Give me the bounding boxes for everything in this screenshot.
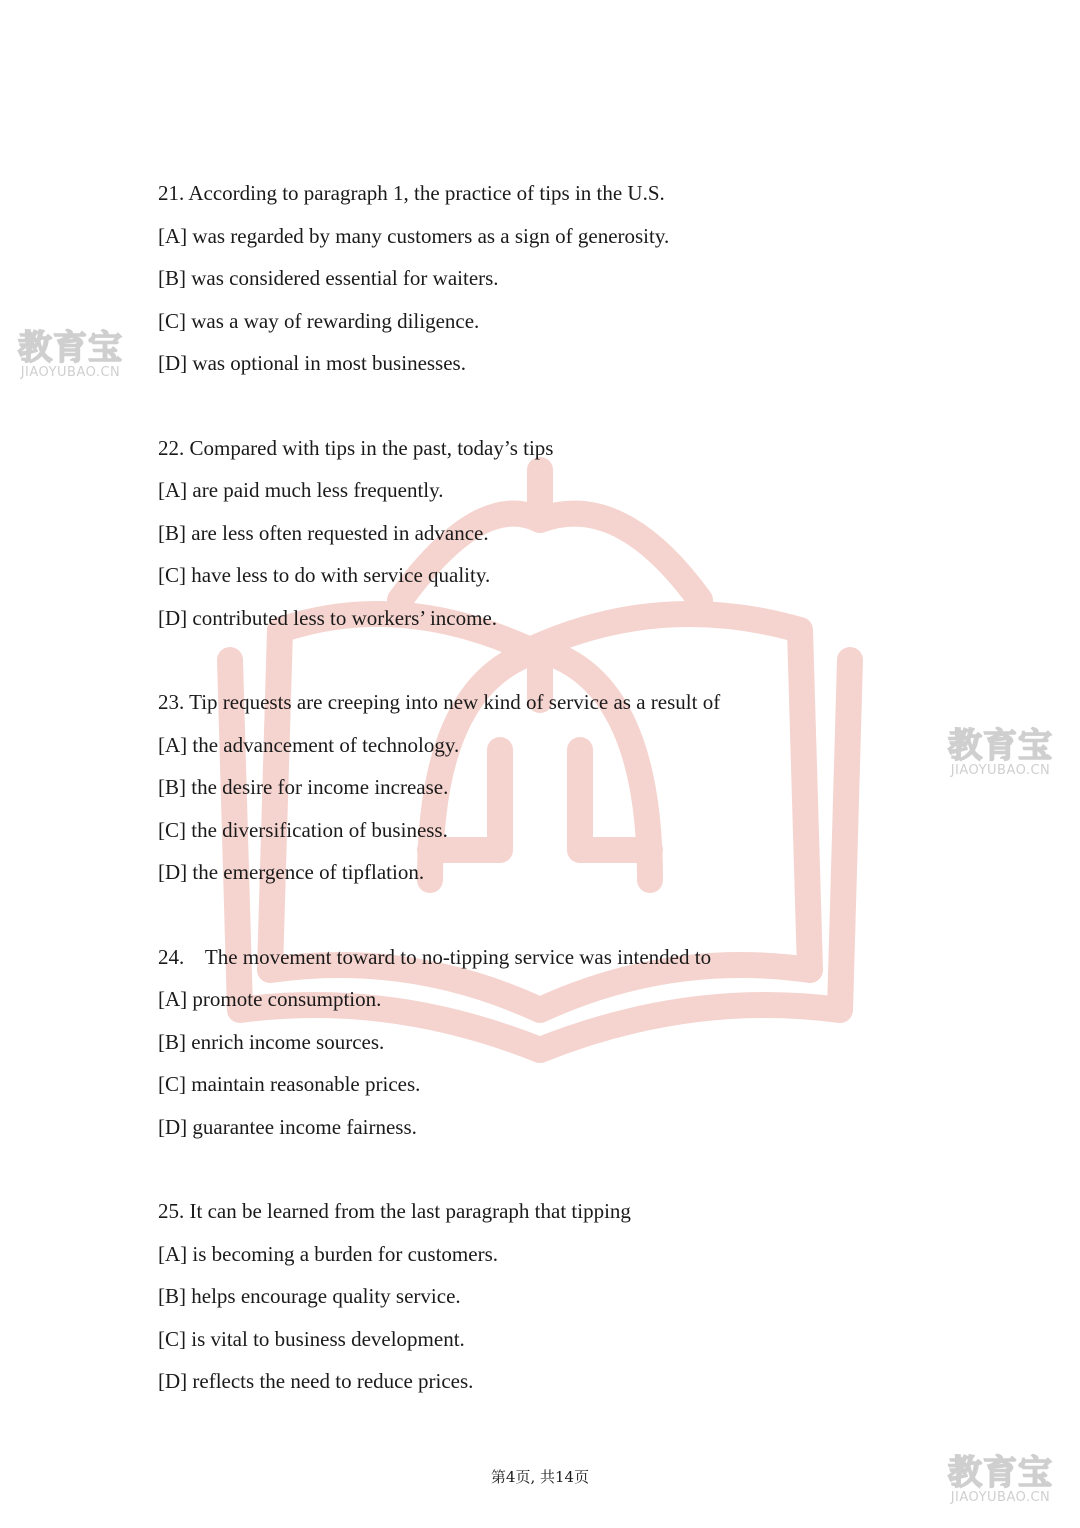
option-d: [D] guarantee income fairness. (158, 1114, 417, 1139)
option-d: [D] contributed less to workers’ income. (158, 605, 498, 630)
question-21 (158, 172, 918, 385)
question-stem: 21. According to paragraph 1, the practice of tips in the U.S. (158, 181, 665, 205)
watermark-brand-en: JIAOYUBAO.CN (950, 763, 1051, 778)
question-stem: 24. The movement toward to no-tipping service was intended to (158, 944, 712, 969)
option-a: [A] are paid much less frequently. (158, 478, 444, 502)
question-stem: 25. It can be learned from the last paragraph that tipping (158, 1199, 631, 1223)
watermark-brand-cn: 教育宝 (948, 726, 1053, 766)
option-b: [B] helps encourage quality service. (158, 1284, 461, 1308)
option-c: [C] was a way of rewarding diligence. (158, 308, 480, 333)
question-list (158, 172, 918, 1445)
watermark-brand-en: JIAOYUBAO.CN (20, 365, 121, 380)
option-d: [D] was optional in most businesses. (158, 351, 466, 375)
question-25 (158, 1190, 918, 1403)
watermark-brand-en: JIAOYUBAO.CN (950, 1490, 1051, 1505)
option-c: [C] have less to do with service quality. (158, 563, 491, 587)
option-d: [D] the emergence of tipflation. (158, 860, 425, 884)
option-c: [C] maintain reasonable prices. (158, 1072, 421, 1096)
option-a: [A] was regarded by many customers as a sign of generosity. (158, 223, 670, 248)
question-stem: 22. Compared with tips in the past, today’s tips (158, 435, 554, 460)
question-22 (158, 427, 918, 640)
option-c: [C] the diversification of business. (158, 817, 448, 842)
option-b: [B] the desire for income increase. (158, 775, 449, 799)
option-a: [A] promote consumption. (158, 987, 382, 1011)
option-b: [B] was considered essential for waiters. (158, 266, 499, 290)
question-23 (158, 681, 918, 894)
watermark-brand-cn: 教育宝 (948, 1453, 1053, 1493)
watermark-logo-small-right (948, 728, 1053, 778)
page-number-footer: 第4页, 共14页 (490, 1468, 590, 1486)
option-b: [B] enrich income sources. (158, 1029, 385, 1054)
question-stem: 23. Tip requests are creeping into new kind of service as a result of (158, 690, 721, 714)
watermark-brand-cn: 教育宝 (18, 328, 123, 368)
option-b: [B] are less often requested in advance. (158, 520, 489, 545)
question-24 (158, 936, 918, 1149)
option-c: [C] is vital to business development. (158, 1326, 465, 1351)
option-d: [D] reflects the need to reduce prices. (158, 1369, 474, 1393)
option-a: [A] is becoming a burden for customers. (158, 1241, 498, 1266)
watermark-logo-small-left (18, 330, 123, 380)
option-a: [A] the advancement of technology. (158, 732, 460, 757)
